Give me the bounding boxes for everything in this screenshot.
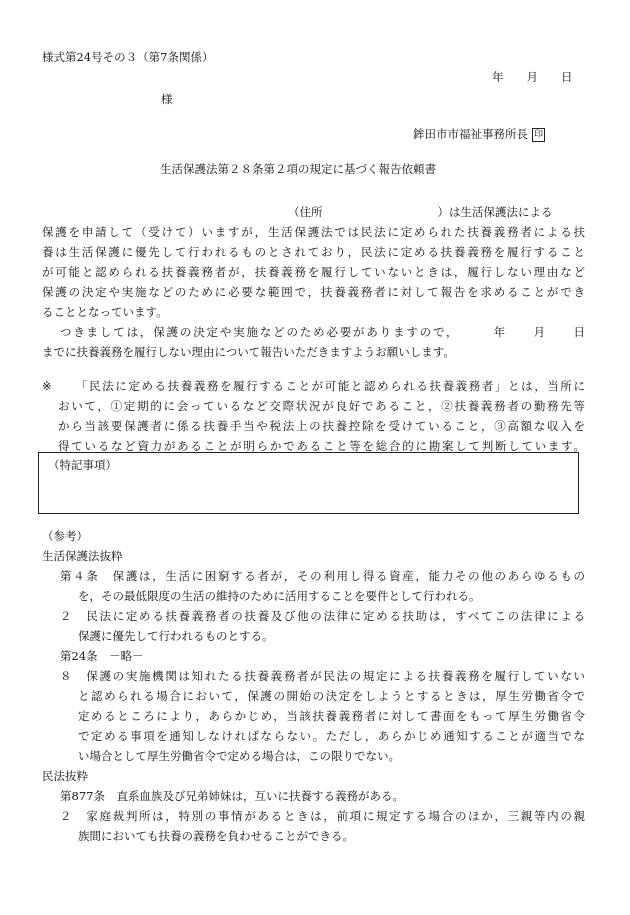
document-title: 生活保護法第２８条第２項の規定に基づく報告依頼書 bbox=[160, 162, 436, 176]
article-24: 第24条 －略－ bbox=[60, 649, 144, 663]
article-4-2-line: 保護に優先して行われるものとする。 bbox=[78, 629, 274, 643]
body-line: つきましては，保護の決定や実施などのため必要がありますので， 年 月 日 bbox=[60, 325, 585, 339]
article-24-8-line: で定める事項を通知しなければならない。ただし，あらかじめ通知することが適当でな bbox=[78, 729, 585, 743]
date-line: 年 月 日 bbox=[492, 70, 573, 84]
reference-heading: （参考） bbox=[42, 529, 88, 543]
civil-law-heading: 民法抜粋 bbox=[42, 769, 88, 783]
article-24-8-line: ８ 保護の実施機関は知れたる扶養義務者が民法の規定による扶養義務を履行していない bbox=[60, 669, 585, 683]
article-24-8-line: い場合として厚生労働省令で定める場合は，この限りでない。 bbox=[78, 749, 400, 763]
body-line: までに扶養義務を履行しない理由について報告いただきますようお願いします。 bbox=[42, 345, 455, 359]
seal-mark: 印 bbox=[533, 130, 543, 140]
addressee-suffix: 様 bbox=[161, 92, 173, 106]
article-4-line: 第４条 保護は，生活に困窮する者が，その利用し得る資産，能力その他のあらゆるもの bbox=[60, 569, 585, 583]
note-line: から当該要保護者に係る扶養手当や税法上の扶養控除を受けていること，③高額な収入を bbox=[58, 419, 585, 433]
body-line: 保護の決定や実施などのために必要な範囲で，扶養義務者に対して報告を求めることができ bbox=[42, 285, 585, 299]
issuer-name: 鉾田市市福祉事務所長 bbox=[413, 127, 528, 141]
welfare-law-heading: 生活保護法抜粋 bbox=[42, 549, 123, 563]
article-4-line: を，その最低限度の生活の維持のために活用することを要件として行われる。 bbox=[78, 589, 481, 603]
note-line: 得ているなど資力があることが明らかであること等を総合的に勘案して判断しています。 bbox=[58, 439, 585, 453]
body-line: が可能と認められる扶養義務者が，扶養義務を履行していないときは，履行しない理由など bbox=[42, 265, 585, 279]
note-line: おいて，①定期的に会っているなど交際状況が良好であること，②扶養義務者の勤務先等 bbox=[58, 399, 585, 413]
article-24-8-line: と認められる場合において，保護の開始の決定をしようとするときは，厚生労働省令で bbox=[78, 689, 585, 703]
article-877-2-line: 族間においても扶養の義務を負わせることができる。 bbox=[78, 829, 354, 843]
special-notes-label: （特記事項） bbox=[48, 458, 117, 472]
note-line: 「民法に定める扶養義務を履行することが可能と認められる扶養義務者」とは，当所に bbox=[76, 379, 585, 393]
article-24-8-line: 定めるところにより，あらかじめ，当該扶養義務者に対して書面をもって厚生労働省令 bbox=[78, 709, 585, 723]
article-877: 第877条 直系血族及び兄弟姉妹は，互いに扶養する義務がある。 bbox=[60, 789, 404, 803]
form-number: 様式第24号その３（第7条関係） bbox=[42, 50, 214, 64]
special-notes-box[interactable] bbox=[38, 452, 579, 514]
article-877-2-line: ２ 家庭裁判所は，特別の事情があるときは，前項に規定する場合のほか，三親等内の親 bbox=[60, 809, 585, 823]
body-line: 保護を申請して（受けて）いますが，生活保護法では民法に定められた扶養義務者による扶 bbox=[42, 225, 585, 239]
note-mark: ※ bbox=[42, 379, 52, 393]
issuer-line bbox=[413, 128, 545, 142]
body-line: 養は生活保護に優先して行われるものとされており，民法に定める扶養義務を履行すること bbox=[42, 245, 585, 259]
article-4-2-line: ２ 民法に定める扶養義務者の扶養及び他の法律に定める扶助は，すべてこの法律による bbox=[60, 609, 585, 623]
body-line: ることとなっています。 bbox=[42, 305, 168, 319]
body-line: （住所 ）は生活保護法による bbox=[288, 205, 553, 219]
